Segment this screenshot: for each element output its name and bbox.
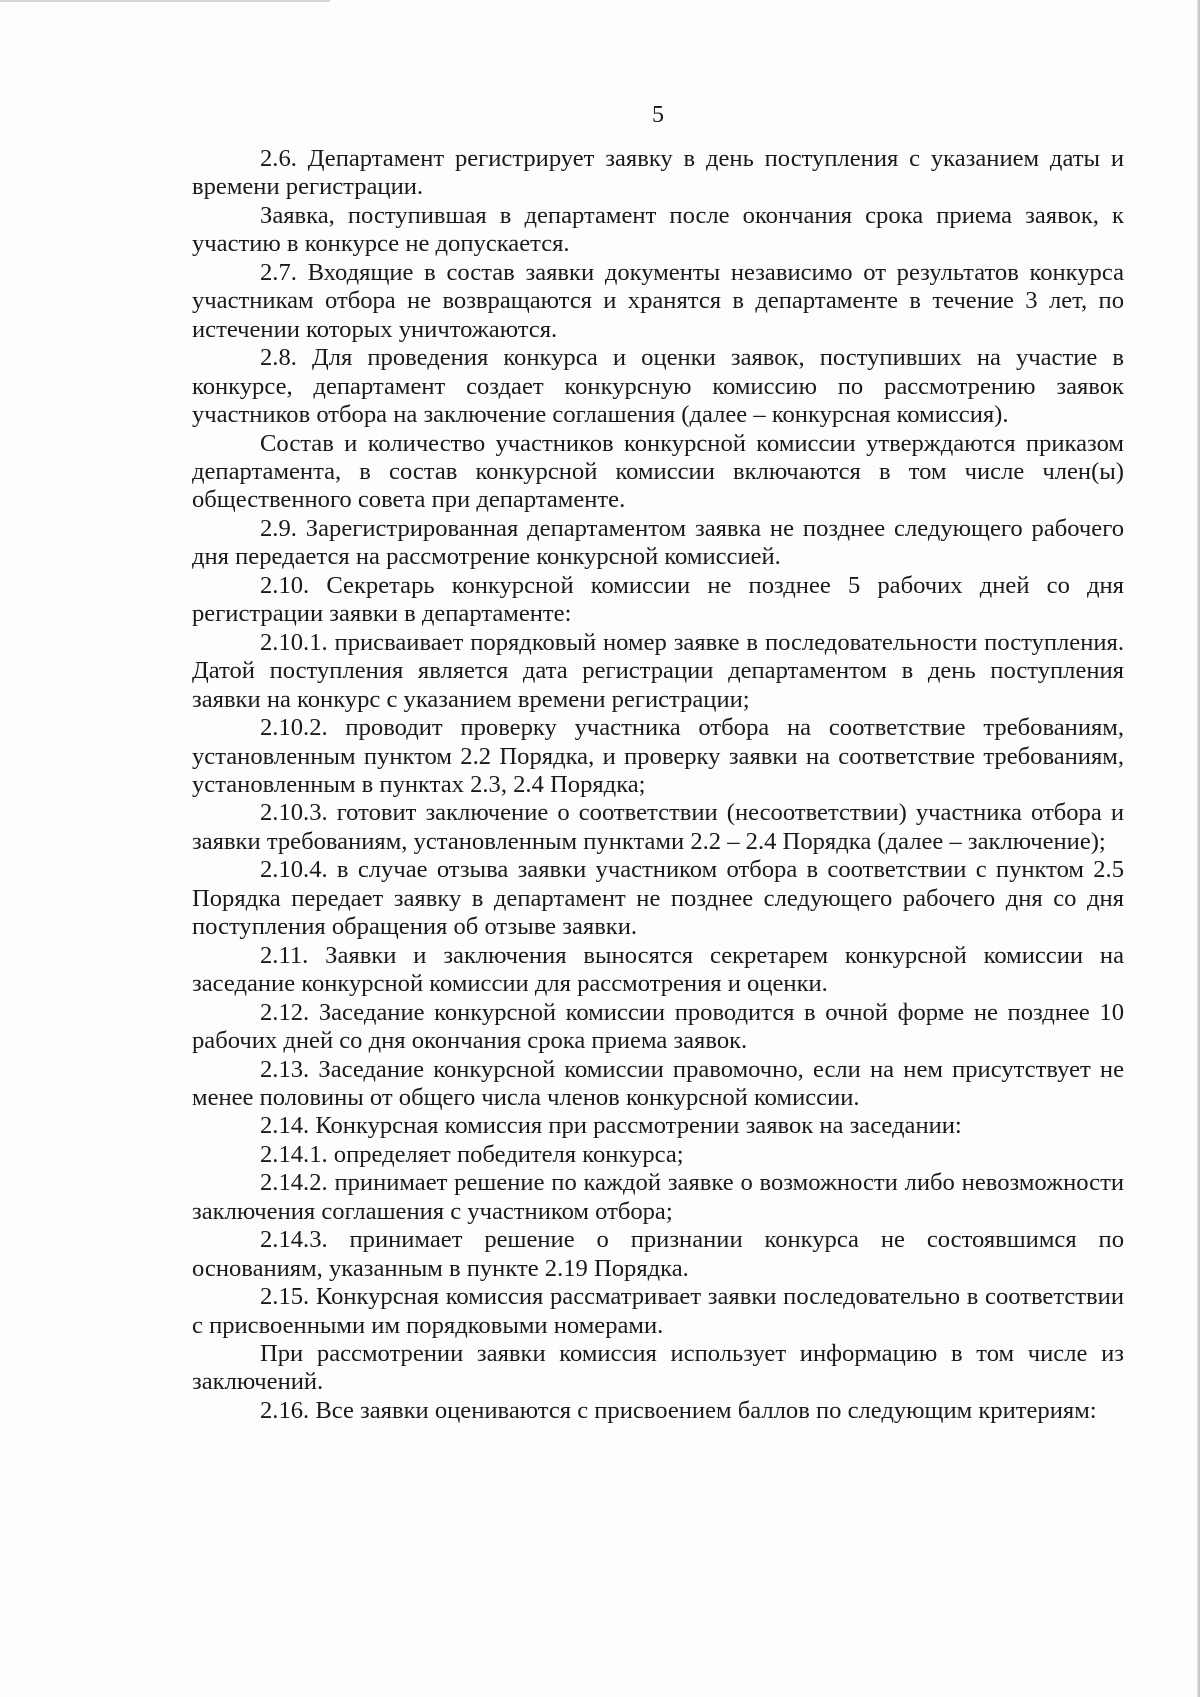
paragraph-2-9: 2.9. Зарегистрированная департаментом заявка не позднее следующего рабочего дня передается на рассмотрение конкурсной комиссией.: [192, 514, 1124, 571]
document-body: [192, 145, 1124, 1425]
paragraph-2-14: 2.14. Конкурсная комиссия при рассмотрении заявок на заседании:: [260, 1112, 962, 1140]
paragraph-2-10-2: 2.10.2. проводит проверку участника отбора на соответствие требованиям, установленным пунктом 2.2 Порядка, и проверку заявки на соответствие требованиям, установленным в пунктах 2.3, 2.4 Порядка;: [192, 714, 1124, 798]
paragraph-2-13: 2.13. Заседание конкурсной комиссии правомочно, если на нем присутствует не менее половины от общего числа членов конкурсной комиссии.: [192, 1055, 1124, 1111]
paragraph-2-15: 2.15. Конкурсная комиссия рассматривает заявки последовательно в соответствии с присвоенными им порядковыми номерами.: [192, 1283, 1124, 1339]
paragraph-late-application: Заявка, поступившая в департамент после окончания срока приема заявок, к участию в конкурсе не допускается.: [192, 201, 1124, 258]
paragraph-2-10-3: 2.10.3. готовит заключение о соответствии (несоответствии) участника отбора и заявки требованиям, установленным пунктами 2.2 – 2.4 Порядка (далее – заключение);: [192, 799, 1124, 855]
page-number: 5: [652, 102, 664, 128]
paragraph-commission-composition: Состав и количество участников конкурсной комиссии утверждаются приказом департамента, в состав конкурсной комиссии включаются в том числе член(ы) общественного совета при департаменте.: [192, 429, 1124, 514]
paragraph-2-12: 2.12. Заседание конкурсной комиссии проводится в очной форме не позднее 10 рабочих дней со дня окончания срока приема заявок.: [192, 998, 1124, 1055]
paragraph-2-14-2: 2.14.2. принимает решение по каждой заявке о возможности либо невозможности заключения соглашения с участником отбора;: [192, 1169, 1124, 1225]
paragraph-2-10: 2.10. Секретарь конкурсной комиссии не позднее 5 рабочих дней со дня регистрации заявки в департаменте:: [192, 571, 1124, 628]
scan-edge-top: [0, 0, 330, 2]
paragraph-2-8: 2.8. Для проведения конкурса и оценки заявок, поступивших на участие в конкурсе, департамент создает конкурсную комиссию по рассмотрению заявок участников отбора на заключение соглашения (далее – конкурсная комиссия).: [192, 344, 1124, 429]
paragraph-2-7: 2.7. Входящие в состав заявки документы независимо от результатов конкурса участникам отбора не возвращаются и хранятся в департаменте в течение 3 лет, по истечении которых уничтожаются.: [192, 258, 1124, 343]
paragraph-2-10-1: 2.10.1. присваивает порядковый номер заявке в последовательности поступления. Датой поступления является дата регистрации департаментом в день поступления заявки на конкурс с указанием времени регистрации;: [192, 628, 1124, 713]
paragraph-2-11: 2.11. Заявки и заключения выносятся секретарем конкурсной комиссии на заседание конкурсной комиссии для рассмотрения и оценки.: [192, 941, 1124, 998]
paragraph-2-14-1: 2.14.1. определяет победителя конкурса;: [260, 1140, 684, 1168]
paragraph-2-10-4: 2.10.4. в случае отзыва заявки участником отбора в соответствии с пунктом 2.5 Порядка передает заявку в департамент не позднее следующего рабочего дня со дня поступления обращения об отзыве заявки.: [192, 856, 1124, 941]
paragraph-2-14-3: 2.14.3. принимает решение о признании конкурса не состоявшимся по основаниям, указанным в пункте 2.19 Порядка.: [192, 1226, 1124, 1282]
paragraph-2-16: 2.16. Все заявки оцениваются с присвоением баллов по следующим критериям:: [260, 1396, 1097, 1424]
paragraph-conclusions-info: При рассмотрении заявки комиссия использует информацию в том числе из заключений.: [192, 1340, 1124, 1396]
paragraph-2-6: 2.6. Департамент регистрирует заявку в день поступления с указанием даты и времени регистрации.: [192, 145, 1124, 201]
